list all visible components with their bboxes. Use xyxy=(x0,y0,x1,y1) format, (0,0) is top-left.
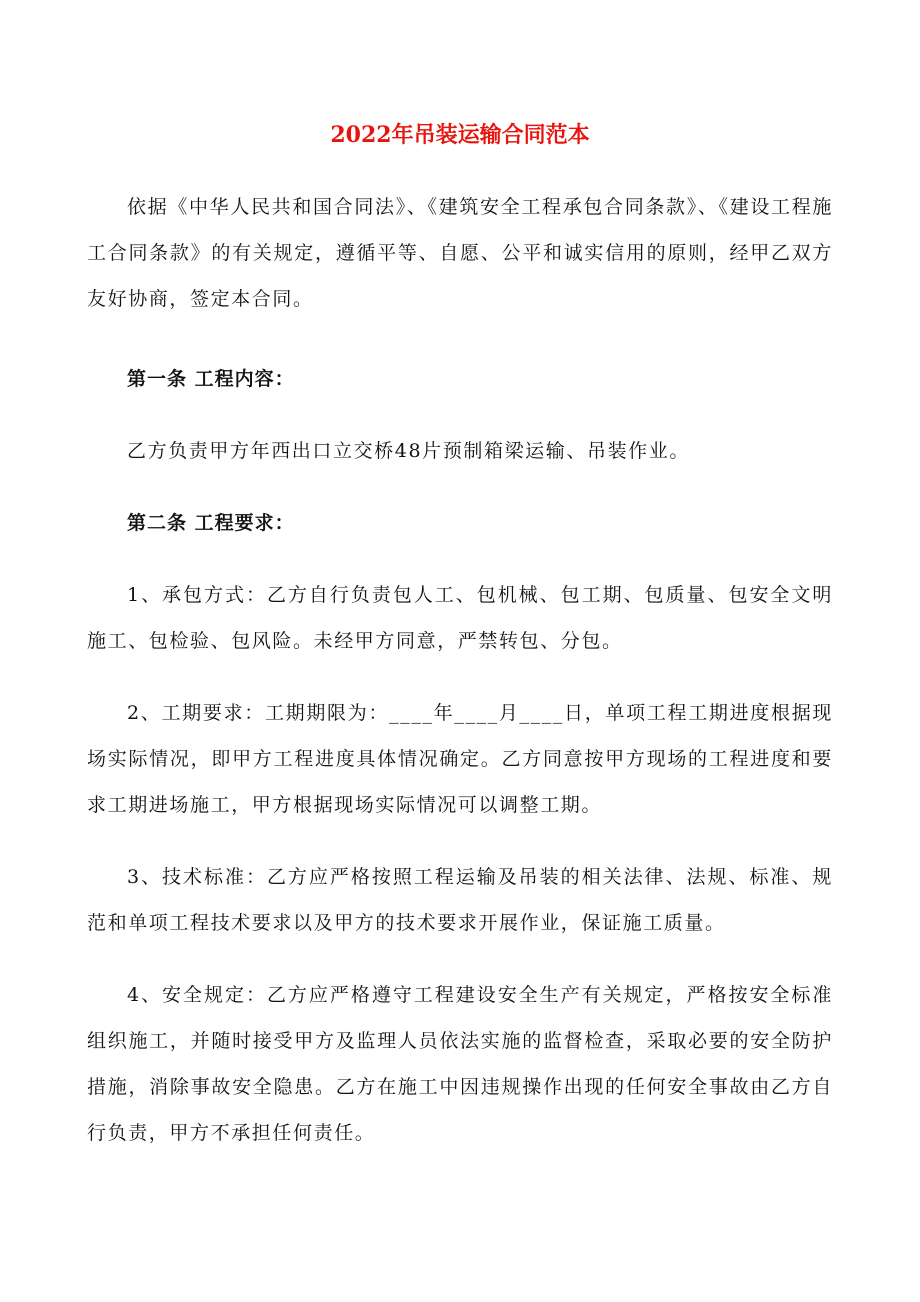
article-2-item-3: 3、技术标准：乙方应严格按照工程运输及吊装的相关法律、法规、标准、规范和单项工程技术要求以及甲方的技术要求开展作业，保证施工质量。 xyxy=(87,866,833,934)
article-2-heading: 第二条 工程要求： xyxy=(127,512,295,534)
article-1-text: 乙方负责甲方年西出口立交桥48片预制箱梁运输、吊装作业。 xyxy=(127,440,690,462)
article-2-item-1: 1、承包方式：乙方自行负责包人工、包机械、包工期、包质量、包安全文明施工、包检验、包风险。未经甲方同意，严禁转包、分包。 xyxy=(87,584,833,652)
article-1-heading: 第一条 工程内容： xyxy=(127,368,295,390)
article-2-item-4: 4、安全规定：乙方应严格遵守工程建设安全生产有关规定，严格按安全标准组织施工，并随时接受甲方及监理人员依法实施的监督检查，采取必要的安全防护措施，消除事故安全隐患。乙方在施工中因违规操作出现的任何安全事故由乙方自行负责，甲方不承担任何责任。 xyxy=(87,984,833,1144)
document-title: 2022年吊装运输合同范本 xyxy=(330,122,590,148)
intro-paragraph: 依据《中华人民共和国合同法》、《建筑安全工程承包合同条款》、《建设工程施工合同条款》的有关规定，遵循平等、自愿、公平和诚实信用的原则，经甲乙双方友好协商，签定本合同。 xyxy=(87,196,833,310)
document-body xyxy=(87,184,833,1156)
article-2-item-2: 2、工期要求：工期期限为：____年____月____日，单项工程工期进度根据现场实际情况，即甲方工程进度具体情况确定。乙方同意按甲方现场的工程进度和要求工期进场施工，甲方根据现场实际情况可以调整工期。 xyxy=(87,702,833,816)
